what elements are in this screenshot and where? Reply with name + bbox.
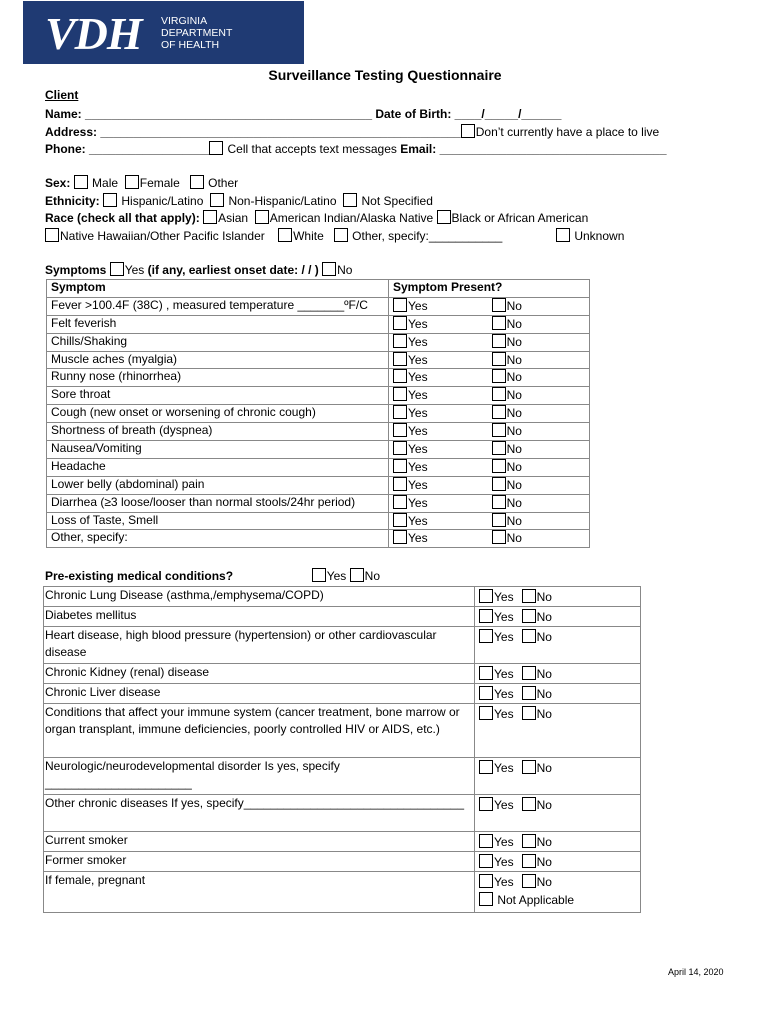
symptom-no-checkbox[interactable]	[492, 334, 506, 348]
symptom-label: Headache	[47, 458, 389, 476]
condition-no-checkbox[interactable]	[522, 834, 536, 848]
symptom-row: Headache Yes No	[47, 458, 590, 476]
symptom-label: Diarrhea (≥3 loose/looser than normal stools/24hr period)	[47, 494, 389, 512]
symptom-row: Cough (new onset or worsening of chronic cough) Yes No	[47, 405, 590, 423]
symptom-row: Other, specify: Yes No	[47, 530, 590, 548]
condition-label: Former smoker	[44, 852, 475, 872]
race-asian-checkbox[interactable]	[203, 210, 217, 224]
present-col-header: Symptom Present?	[389, 280, 590, 298]
conditions-no-checkbox[interactable]	[350, 568, 364, 582]
condition-label: Conditions that affect your immune system (cancer treatment, bone marrow or organ transplant, immune deficiencies, poorly controlled HIV or AIDS, etc.)	[44, 704, 475, 758]
race-row-2: Native Hawaiian/Other Pacific Islander White Other, specify:___________	[45, 228, 502, 243]
condition-row: If female, pregnant Yes No Not Applicable	[44, 872, 641, 913]
symptom-label: Shortness of breath (dyspnea)	[47, 423, 389, 441]
condition-yes-checkbox[interactable]	[479, 760, 493, 774]
race-unknown-checkbox[interactable]	[556, 228, 570, 242]
symptom-yes-checkbox[interactable]	[393, 369, 407, 383]
symptom-label: Lower belly (abdominal) pain	[47, 476, 389, 494]
condition-row: Former smoker Yes No	[44, 852, 641, 872]
symptom-yes-checkbox[interactable]	[393, 387, 407, 401]
condition-yes-checkbox[interactable]	[479, 629, 493, 643]
phone-field[interactable]: Phone: __________________	[45, 142, 210, 156]
sex-male-checkbox[interactable]	[74, 175, 88, 189]
symptom-yes-checkbox[interactable]	[393, 405, 407, 419]
symptom-label: Nausea/Vomiting	[47, 441, 389, 459]
symptom-label: Felt feverish	[47, 315, 389, 333]
logo-text: VIRGINIA DEPARTMENT OF HEALTH	[161, 15, 233, 51]
eth-notspecified-checkbox[interactable]	[343, 193, 357, 207]
symptom-label: Muscle aches (myalgia)	[47, 351, 389, 369]
symptom-no-checkbox[interactable]	[492, 387, 506, 401]
condition-row: Current smoker Yes No	[44, 832, 641, 852]
symptom-yes-checkbox[interactable]	[393, 441, 407, 455]
address-row: Address: ______________________________________________________ Don’t currently have a place to live	[45, 125, 660, 139]
symptom-label: Sore throat	[47, 387, 389, 405]
symptom-yes-checkbox[interactable]	[393, 495, 407, 509]
condition-row: Chronic Liver disease Yes No	[44, 684, 641, 704]
symptom-label: Loss of Taste, Smell	[47, 512, 389, 530]
condition-no-checkbox[interactable]	[522, 797, 536, 811]
text-msg-checkbox[interactable]	[209, 141, 223, 155]
phone-row: Phone: __________________ Cell that accepts text messages Email: __________________________________	[45, 142, 667, 156]
condition-yes-checkbox[interactable]	[479, 686, 493, 700]
symptom-label: Chills/Shaking	[47, 333, 389, 351]
condition-row: Neurologic/neurodevelopmental disorder Is yes, specify ______________________ Yes No	[44, 758, 641, 795]
sex-other-checkbox[interactable]	[190, 175, 204, 189]
page-title: Surveillance Testing Questionnaire	[268, 67, 502, 83]
condition-label: Chronic Kidney (renal) disease	[44, 664, 475, 684]
condition-row: Heart disease, high blood pressure (hypertension) or other cardiovascular disease Yes No	[44, 627, 641, 664]
race-row-1: Race (check all that apply): Asian American Indian/Alaska Native Black or African American	[45, 211, 589, 225]
condition-no-checkbox[interactable]	[522, 706, 536, 720]
condition-yes-checkbox[interactable]	[479, 797, 493, 811]
symptom-no-checkbox[interactable]	[492, 298, 506, 312]
symptom-yes-checkbox[interactable]	[393, 316, 407, 330]
condition-row: Chronic Lung Disease (asthma,/emphysema/COPD) Yes No	[44, 587, 641, 607]
logo-abbr: VDH	[45, 8, 142, 59]
condition-no-checkbox[interactable]	[522, 760, 536, 774]
race-pacific-checkbox[interactable]	[45, 228, 59, 242]
condition-row: Diabetes mellitus Yes No	[44, 607, 641, 627]
symptom-no-checkbox[interactable]	[492, 441, 506, 455]
race-other-checkbox[interactable]	[334, 228, 348, 242]
condition-no-checkbox[interactable]	[522, 666, 536, 680]
condition-no-checkbox[interactable]	[522, 874, 536, 888]
conditions-yes-checkbox[interactable]	[312, 568, 326, 582]
client-heading: Client	[45, 88, 79, 102]
symptom-no-checkbox[interactable]	[492, 423, 506, 437]
footer-date: April 14, 2020	[668, 967, 724, 977]
email-field[interactable]: Email: __________________________________	[400, 142, 667, 156]
condition-yes-checkbox[interactable]	[479, 834, 493, 848]
condition-label: If female, pregnant	[44, 872, 475, 913]
condition-yes-checkbox[interactable]	[479, 854, 493, 868]
dob-field[interactable]: Date of Birth: ____/_____/______	[375, 107, 562, 121]
name-field[interactable]: Name: ___________________________________________ Date of Birth: ____/_____/______	[45, 107, 562, 121]
condition-label: Chronic Lung Disease (asthma,/emphysema/COPD)	[44, 587, 475, 607]
condition-row: Conditions that affect your immune system (cancer treatment, bone marrow or organ transplant, immune deficiencies, poorly controlled HIV or AIDS, etc.) Yes No	[44, 704, 641, 758]
sex-row: Sex: Male Female Other	[45, 176, 239, 190]
symptom-row: Felt feverish Yes No	[47, 315, 590, 333]
symptom-col-header: Symptom	[47, 280, 389, 298]
symptom-yes-checkbox[interactable]	[393, 352, 407, 366]
condition-row: Other chronic diseases If yes, specify_________________________________ Yes No	[44, 795, 641, 832]
sex-female-checkbox[interactable]	[125, 175, 139, 189]
ethnicity-row: Ethnicity: Hispanic/Latino Non-Hispanic/Latino Not Specified	[45, 194, 433, 208]
symptom-no-checkbox[interactable]	[492, 495, 506, 509]
symptom-table	[46, 279, 590, 548]
symptom-label: Runny nose (rhinorrhea)	[47, 369, 389, 387]
condition-label: Heart disease, high blood pressure (hypertension) or other cardiovascular disease	[44, 627, 475, 664]
symptom-label: Other, specify:	[47, 530, 389, 548]
symptom-label: Cough (new onset or worsening of chronic cough)	[47, 405, 389, 423]
symptom-yes-checkbox[interactable]	[393, 423, 407, 437]
symptom-row: Diarrhea (≥3 loose/looser than normal stools/24hr period) Yes No	[47, 494, 590, 512]
condition-label: Diabetes mellitus	[44, 607, 475, 627]
condition-yes-checkbox[interactable]	[479, 874, 493, 888]
race-unknown: Unknown	[556, 228, 624, 243]
conditions-row: Pre-existing medical conditions? Yes No	[45, 569, 380, 583]
symptom-row: Shortness of breath (dyspnea) Yes No	[47, 423, 590, 441]
symptom-no-checkbox[interactable]	[492, 352, 506, 366]
conditions-table	[43, 586, 641, 913]
condition-no-checkbox[interactable]	[522, 629, 536, 643]
symptom-row: Loss of Taste, Smell Yes No	[47, 512, 590, 530]
condition-yes-checkbox[interactable]	[479, 609, 493, 623]
vdh-logo	[23, 1, 304, 64]
condition-label: Other chronic diseases If yes, specify_________________________________	[44, 795, 475, 832]
symptoms-yes-checkbox[interactable]	[110, 262, 124, 276]
symptom-no-checkbox[interactable]	[492, 369, 506, 383]
condition-label: Chronic Liver disease	[44, 684, 475, 704]
symptom-yes-checkbox[interactable]	[393, 459, 407, 473]
condition-yes-checkbox[interactable]	[479, 706, 493, 720]
symptom-yes-checkbox[interactable]	[393, 530, 407, 544]
symptom-row: Fever >100.4F (38C) , measured temperature _______ºF/C Yes No	[47, 297, 590, 315]
race-white-checkbox[interactable]	[278, 228, 292, 242]
symptom-row: Lower belly (abdominal) pain Yes No	[47, 476, 590, 494]
condition-label: Neurologic/neurodevelopmental disorder Is yes, specify ______________________	[44, 758, 475, 795]
eth-hispanic-checkbox[interactable]	[103, 193, 117, 207]
symptom-row: Runny nose (rhinorrhea) Yes No	[47, 369, 590, 387]
symptom-no-checkbox[interactable]	[492, 513, 506, 527]
race-black-checkbox[interactable]	[437, 210, 451, 224]
symptom-no-checkbox[interactable]	[492, 530, 506, 544]
condition-row: Chronic Kidney (renal) disease Yes No	[44, 664, 641, 684]
symptoms-row: Symptoms Yes (if any, earliest onset date: / / ) No	[45, 263, 353, 277]
symptom-label: Fever >100.4F (38C) , measured temperature _______ºF/C	[47, 297, 389, 315]
symptom-no-checkbox[interactable]	[492, 459, 506, 473]
symptom-yes-checkbox[interactable]	[393, 477, 407, 491]
condition-no-checkbox[interactable]	[522, 589, 536, 603]
symptom-row: Muscle aches (myalgia) Yes No	[47, 351, 590, 369]
eth-nonhispanic-checkbox[interactable]	[210, 193, 224, 207]
condition-no-checkbox[interactable]	[522, 609, 536, 623]
symptom-no-checkbox[interactable]	[492, 477, 506, 491]
condition-no-checkbox[interactable]	[522, 686, 536, 700]
condition-yes-checkbox[interactable]	[479, 589, 493, 603]
symptom-yes-checkbox[interactable]	[393, 334, 407, 348]
condition-no-checkbox[interactable]	[522, 854, 536, 868]
symptom-no-checkbox[interactable]	[492, 405, 506, 419]
condition-yes-checkbox[interactable]	[479, 666, 493, 680]
no-place-checkbox[interactable]	[461, 124, 475, 138]
address-field[interactable]: Address: ______________________________________________________	[45, 125, 461, 139]
symptom-row: Nausea/Vomiting Yes No	[47, 441, 590, 459]
symptom-row: Chills/Shaking Yes No	[47, 333, 590, 351]
na-checkbox[interactable]	[479, 892, 493, 906]
symptoms-no-checkbox[interactable]	[322, 262, 336, 276]
symptom-no-checkbox[interactable]	[492, 316, 506, 330]
race-amind-checkbox[interactable]	[255, 210, 269, 224]
condition-label: Current smoker	[44, 832, 475, 852]
symptom-yes-checkbox[interactable]	[393, 298, 407, 312]
symptom-yes-checkbox[interactable]	[393, 513, 407, 527]
symptom-row: Sore throat Yes No	[47, 387, 590, 405]
